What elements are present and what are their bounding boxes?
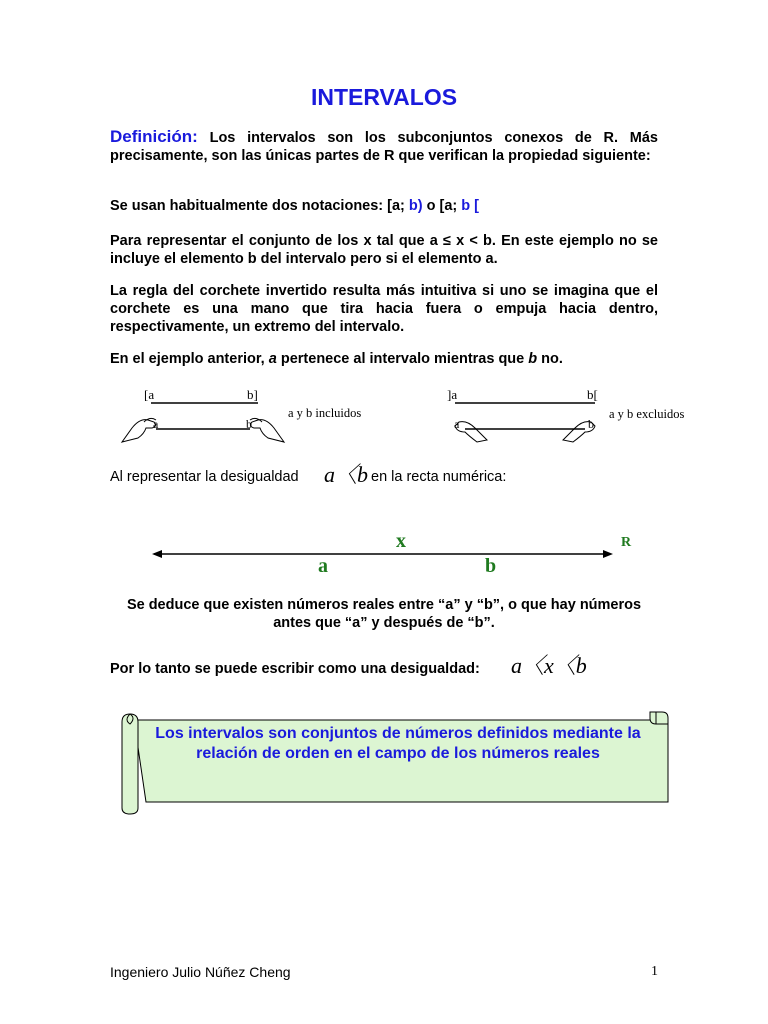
- page-title: INTERVALOS: [310, 84, 458, 110]
- number-line-r-label: R: [621, 535, 632, 550]
- excluded-bracket-a: ]a: [447, 387, 458, 402]
- example-middle: pertenece al intervalo mientras que: [276, 351, 529, 367]
- scroll-text: Los intervalos son conjuntos de números definidos mediante la relación de orden en el campo de los números reales: [155, 725, 641, 762]
- example-paragraph: [110, 350, 658, 368]
- included-hand-a: a: [153, 417, 159, 431]
- included-caption: a y b incluidos: [288, 406, 362, 420]
- included-bracket-b: b]: [247, 387, 258, 402]
- number-line-x-label: x: [396, 530, 406, 552]
- example-a: a: [268, 351, 277, 367]
- footer-author: Ingeniero Julio Núñez Cheng: [110, 964, 291, 980]
- excluded-diagram: [445, 382, 725, 452]
- excluded-hand-a: a: [454, 417, 460, 431]
- excluded-caption: a y b excluidos: [609, 407, 685, 421]
- definition-paragraph: [110, 128, 658, 165]
- footer-page-number: 1: [651, 964, 658, 979]
- right-arrow-icon: [603, 550, 613, 558]
- included-diagram: [118, 382, 388, 452]
- notation-closed-b: b): [408, 198, 423, 214]
- definition-text: Los intervalos son los subconjuntos conexos de R. Más precisamente, son las únicas partes de R que verifican la propiedad siguiente:: [110, 130, 658, 164]
- excluded-hand-b: b: [588, 417, 594, 431]
- represent-paragraph: Para representar el conjunto de los x tal que a ≤ x < b. En este ejemplo no se incluye el elemento b del intervalo pero si el elemento a.: [110, 233, 658, 267]
- left-arrow-icon: [152, 550, 162, 558]
- deduce-paragraph: Se deduce que existen números reales entre “a” y “b”, o que hay números antes que “a” y después de “b”.: [126, 597, 642, 631]
- left-hand-icon: [122, 418, 156, 442]
- included-bracket-a: [a: [144, 387, 155, 402]
- number-line-b-label: b: [485, 555, 497, 577]
- number-line-a-label: a: [318, 555, 328, 577]
- number-line: [140, 525, 650, 580]
- excluded-bracket-b: b[: [587, 387, 598, 402]
- bracket-rule-paragraph: La regla del corchete invertido resulta más intuitiva si uno se imagina que el corchete es una mano que tira hacia fuera o empuja hacia dentro, respectivamente, un extremo del intervalo.: [110, 283, 658, 335]
- notations-paragraph: [110, 197, 658, 215]
- therefore-formula: a〈x〈b: [511, 653, 587, 678]
- represent-inequality-suffix: en la recta numérica:: [371, 469, 507, 485]
- example-suffix: no.: [537, 351, 563, 367]
- included-hand-b: b: [246, 417, 252, 431]
- notation-open-b: b [: [461, 198, 479, 214]
- pushing-hand-left-icon: [455, 422, 487, 442]
- example-prefix: En el ejemplo anterior,: [110, 351, 269, 367]
- inequality-formula: a〈b: [324, 462, 369, 487]
- scroll-left-roll: [122, 714, 138, 814]
- example-b: b: [528, 351, 538, 367]
- right-hand-icon: [250, 418, 284, 442]
- notations-prefix: Se usan habitualmente dos notaciones: [a;: [110, 198, 409, 214]
- therefore-text: Por lo tanto se puede escribir como una desigualdad:: [110, 661, 480, 677]
- definition-label: Definición:: [110, 127, 198, 146]
- scroll-right-roll: [650, 712, 668, 724]
- notations-middle: o [a;: [422, 198, 462, 214]
- represent-inequality-prefix: Al representar la desigualdad: [110, 469, 299, 485]
